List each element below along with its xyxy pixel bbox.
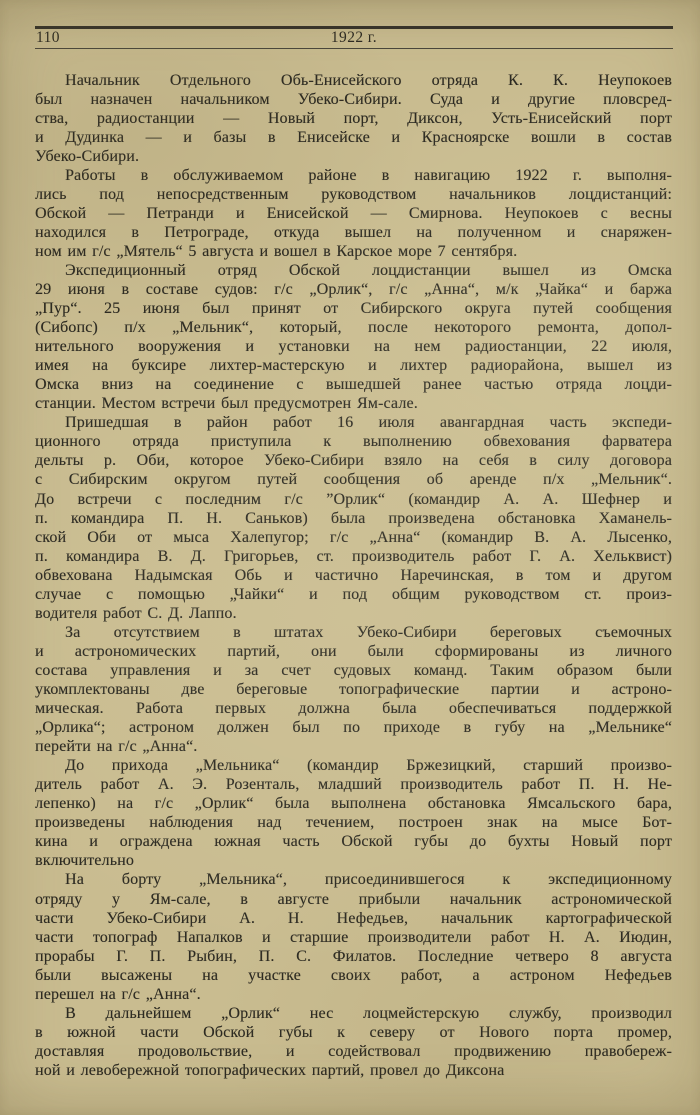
- text-line: п. командира П. Н. Саньков) была произведена обстановка Хаманель-: [35, 509, 672, 527]
- text-line: нительного вооружения и установки на нем радиостанции, 22 июля,: [35, 338, 672, 356]
- text-line: дельты р. Оби, которое Убеко-Сибири взяло на себя в силу договора: [35, 452, 672, 470]
- text-line: обвехована Надымская Обь и частично Наречинская, в том и другом: [35, 566, 672, 584]
- text-line: имея на буксире лихтер-мастерскую и лихтер радиорайона, вышел из: [35, 357, 672, 375]
- text-line: „Пур“. 25 июня был принят от Сибирского округа путей сообщения: [35, 300, 672, 318]
- text-line: случае с помощью „Чайки“ и под общим руководством ст. произ-: [35, 585, 672, 603]
- text-line: части топограф Напалков и старшие производители работ Н. А. Июдин,: [35, 928, 672, 946]
- text-line: п. командира В. Д. Григорьев, ст. производитель работ Г. А. Хельквист): [35, 547, 672, 565]
- paragraph: [35, 166, 672, 261]
- text-line: ской Оби от мыса Халепугор; г/с „Анна“ (командир В. А. Лысенко,: [35, 528, 672, 546]
- text-line: Омска вниз на соединение с вышедшей ранее частью отряда лоцди-: [35, 376, 672, 394]
- text-line: В дальнейшем „Орлик“ нес лоцмейстерскую службу, производил: [65, 1004, 672, 1022]
- running-title: 1922 г.: [330, 29, 378, 46]
- page-body: [35, 71, 672, 1080]
- text-line: в южной части Обской губы к северу от Нового порта промер,: [35, 1023, 672, 1041]
- text-line: части Убеко-Сибири А. Н. Нефедьев, начальник картографической: [35, 909, 672, 927]
- text-line: На борту „Мельника“, присоединившегося к экспедиционному: [65, 871, 672, 889]
- text-line: были высажены на участке своих работ, а астроном Нефедьев: [35, 966, 672, 984]
- text-line: Работы в обслуживаемом районе в навигацию 1922 г. выполня-: [65, 166, 672, 184]
- text-line: находился в Петрограде, откуда вышел на полученном и снаряжен-: [35, 223, 672, 241]
- paragraph: [35, 623, 672, 756]
- text-line: перейти на г/с „Анна“.: [35, 738, 198, 756]
- text-line: отряду у Ям-сале, в августе прибыли начальник астрономической: [35, 890, 672, 908]
- text-line: и Дудинка — и базы в Енисейске и Красноярске вошли в состав: [35, 128, 672, 146]
- text-line: ном им г/с „Мятель“ 5 августа и вошел в Карское море 7 сентября.: [35, 242, 518, 260]
- text-line: состава управления и за счет судовых команд. Таким образом были: [35, 661, 672, 679]
- text-line: станции. Местом встречи был предусмотрен Ям-сале.: [35, 395, 418, 413]
- text-line: был назначен начальником Убеко-Сибири. Суда и другие пловсред-: [35, 90, 672, 108]
- text-line: „Орлика“; астроном должен был по приходе в губу на „Мельнике“: [35, 719, 672, 737]
- text-line: ной и левобережной топографических партий, провел до Диксона: [35, 1061, 505, 1079]
- paragraph: [35, 756, 672, 870]
- text-line: с Сибирским округом путей сообщения об аренде п/х „Мельник“.: [35, 471, 672, 489]
- text-line: водителя работ С. Д. Лаппо.: [35, 604, 237, 622]
- text-line: До прихода „Мельника“ (командир Бржезицкий, старший произво-: [65, 757, 672, 775]
- text-line: За отсутствием в штатах Убеко-Сибири береговых съемочных: [65, 623, 672, 641]
- paragraph: [35, 413, 672, 623]
- paragraph: [35, 71, 672, 166]
- text-line: Обской — Петранди и Енисейской — Смирнова. Неупокоев с весны: [35, 204, 672, 222]
- page-number: 110: [36, 29, 60, 46]
- page-header: [35, 29, 673, 47]
- text-line: произведены наблюдения над течением, построен знак на мысе Бот-: [35, 814, 672, 832]
- text-line: Пришедшая в район работ 16 июля авангардная часть экспеди-: [65, 414, 672, 432]
- text-line: Начальник Отдельного Обь-Енисейского отряда К. К. Неупокоев: [65, 71, 672, 89]
- text-line: (Сибопс) п/х „Мельник“, который, после некоторого ремонта, допол-: [35, 319, 672, 337]
- text-line: До встречи с последним г/с ”Орлик“ (командир А. А. Шефнер и: [35, 490, 672, 508]
- paragraph: [35, 1004, 672, 1080]
- text-line: 29 июня в составе судов: г/с „Орлик“, г/с „Анна“, м/к „Чайка“ и баржа: [35, 281, 672, 299]
- text-line: включительно: [35, 852, 135, 870]
- text-line: прорабы Г. П. Рыбин, П. С. Филатов. Последние четверо 8 августа: [35, 947, 672, 965]
- text-line: мическая. Работа первых должна была обеспечиваться поддержкой: [35, 700, 672, 718]
- text-line: лепенко) на г/с „Орлик“ была выполнена обстановка Ямсальского бара,: [35, 795, 672, 813]
- paragraph: [35, 261, 672, 413]
- text-line: доставляя продовольствие, и содействовал продвижению правобереж-: [35, 1042, 672, 1060]
- text-line: дитель работ А. Э. Розенталь, младший производитель работ П. Н. Не-: [35, 776, 672, 794]
- text-line: кина и ограждена южная часть Обской губы до бухты Новый порт: [35, 833, 672, 851]
- text-line: Убеко-Сибири.: [35, 147, 140, 165]
- text-line: лись под непосредственным руководством начальников лоцдистанций:: [35, 185, 672, 203]
- header-rule-bottom: [35, 48, 673, 49]
- text-line: укомплектованы две береговые топографические партии и астроно-: [35, 681, 672, 698]
- text-line: ства, радиостанции — Новый порт, Диксон, Усть-Енисейский порт: [35, 109, 672, 127]
- paragraph: [35, 870, 672, 1003]
- text-line: перешел на г/с „Анна“.: [35, 985, 201, 1003]
- text-line: Экспедиционный отряд Обской лоцдистанции вышел из Омска: [65, 261, 672, 279]
- text-line: и астрономических партий, они были сформированы из личного: [35, 642, 672, 660]
- text-line: ционного отряда приступила к выполнению обвехования фарватера: [35, 433, 672, 451]
